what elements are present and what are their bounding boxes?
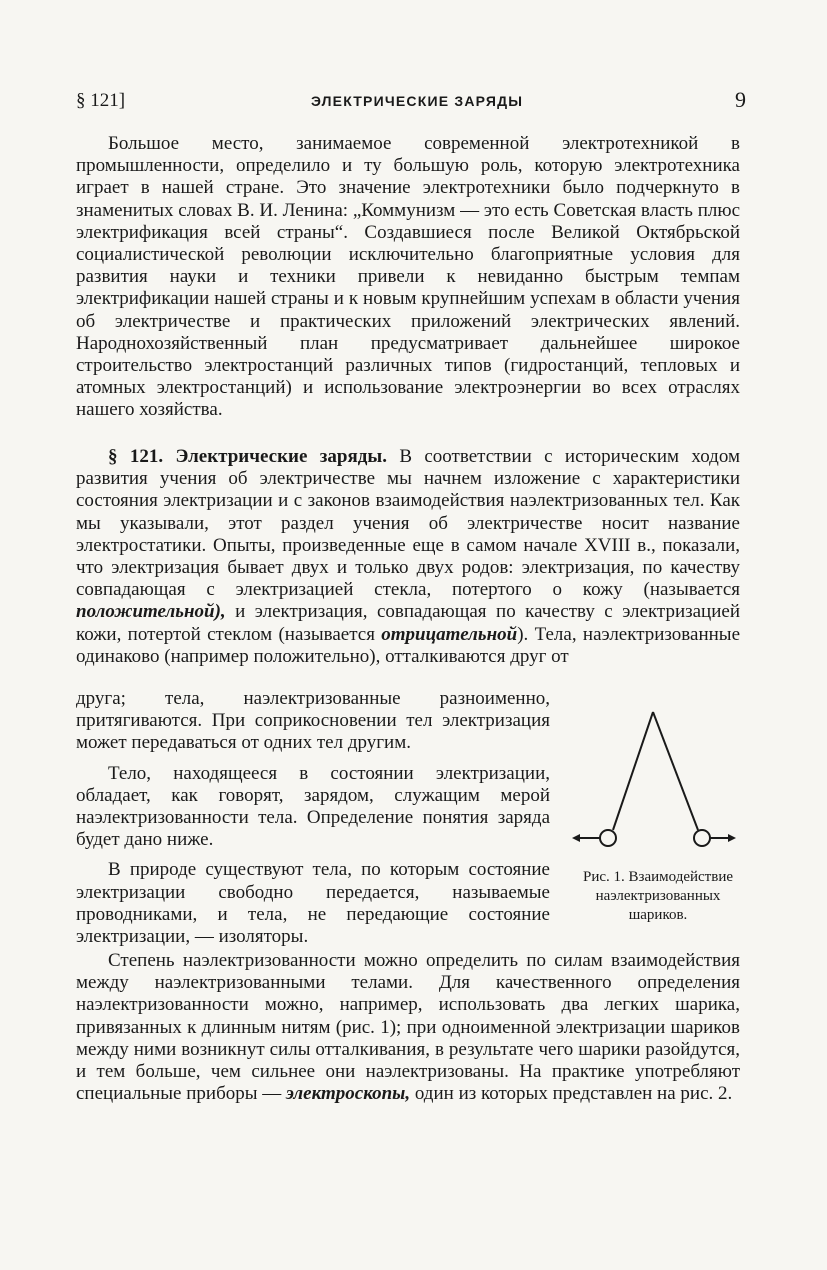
narrow-paragraph-2: Тело, находящееся в состоянии электризации, обладает, как говорят, зарядом, служащим мерой наэлектризованности тела. Определение понятия заряда будет дано ниже. [76,762,550,851]
section-text-a: В соответствии с историческим ходом развития учения об электричестве мы начнем изложение с характеристики состояния электризации и с законов взаимодействия наэлектризованных тел. Как мы указывали, этот раздел учения об электричестве носит название электростатики. Опыты, произведенные еще в самом начале XVIII в., показали, что электризация бывает двух и только двух родов: электризация, по качеству совпадающая с электризацией стекла, потертого о кожу (называется [76,446,740,601]
running-header [76,87,746,118]
right-arrowhead [728,834,736,842]
bottom-text-b: один из которых представлен на рис. 2. [410,1083,733,1105]
term-negative: отрицательной [381,623,518,645]
charged-balls-diagram [568,706,748,866]
section-text-c: ). Тела, наэлектризованные одинаково (например положительно), отталкиваются друг от [76,623,740,667]
narrow-paragraph-3: В природе существуют тела, по которым состояние электризации свободно передается, называемые проводниками, и тела, не передающие состояние электризации, — изоляторы. [76,859,550,948]
right-ball [694,830,710,846]
bottom-paragraph [76,950,740,1105]
bottom-text-block [76,950,740,1105]
left-ball [600,830,616,846]
figure-caption: Рис. 1. Взаимодействие наэлектризованных шариков. [583,869,733,923]
right-thread [653,712,698,830]
intro-paragraph: Большое место, занимаемое современной электротехникой в промышленности, определило и ту большую роль, которую электротехника играет в нашей стране. Это значение электротехники было подчеркнуто в знаменитых словах В. И. Ленина: „Коммунизм — это есть Советская власть плюс электрификация всей страны“. Создавшиеся после Великой Октябрьской социалистической революции исключительно благоприятные условия для развития науки и техники привели к невиданно быстрым темпам электрификации нашей страны и к новым крупнейшим успехам в области учения об электричестве и практических приложений электрических явлений. Народнохозяйственный план предусматривает дальнейшее широкое строительство электростанций различных типов (гидростанций, тепловых и атомных электростанций) и использование электроэнергии во всех отраслях нашего хозяйства. [76,133,740,421]
figure-1 [568,706,748,936]
intro-text-block [76,133,740,422]
left-thread [613,712,653,830]
section-paragraph [76,446,740,668]
narrow-text-block [76,688,550,956]
section-text-b: и электризация, совпадающая по качеству с электризацией кожи, потертой стеклом (называется [76,601,740,645]
bottom-text-a: Степень наэлектризованности можно определить по силам взаимодействия между наэлектризованными телами. Для качественного определения наэлектризованности можно, например, использовать два легких шарика, привязанных к длинным нитям (рис. 1); при одноименной электризации шариков между ними возникнут силы отталкивания, в результате чего шарики разойдутся, и тем больше, чем сильнее они наэлектризованы. На практике употребляют специальные приборы — [76,950,740,1105]
page-number: 9 [735,87,746,112]
header-running-title: ЭЛЕКТРИЧЕСКИЕ ЗАРЯДЫ [311,93,524,109]
section-text-block [76,446,740,668]
section-heading: § 121. Электрические заряды. [108,446,387,467]
left-arrowhead [572,834,580,842]
term-positive: положительной), [76,601,226,623]
term-electroscopes: электроскопы, [286,1083,411,1105]
narrow-paragraph-1: друга; тела, наэлектризованные разноименно, притягиваются. При соприкосновении тел электризация может передаваться от одних тел другим. [76,688,550,754]
header-section-ref: § 121] [76,90,126,111]
